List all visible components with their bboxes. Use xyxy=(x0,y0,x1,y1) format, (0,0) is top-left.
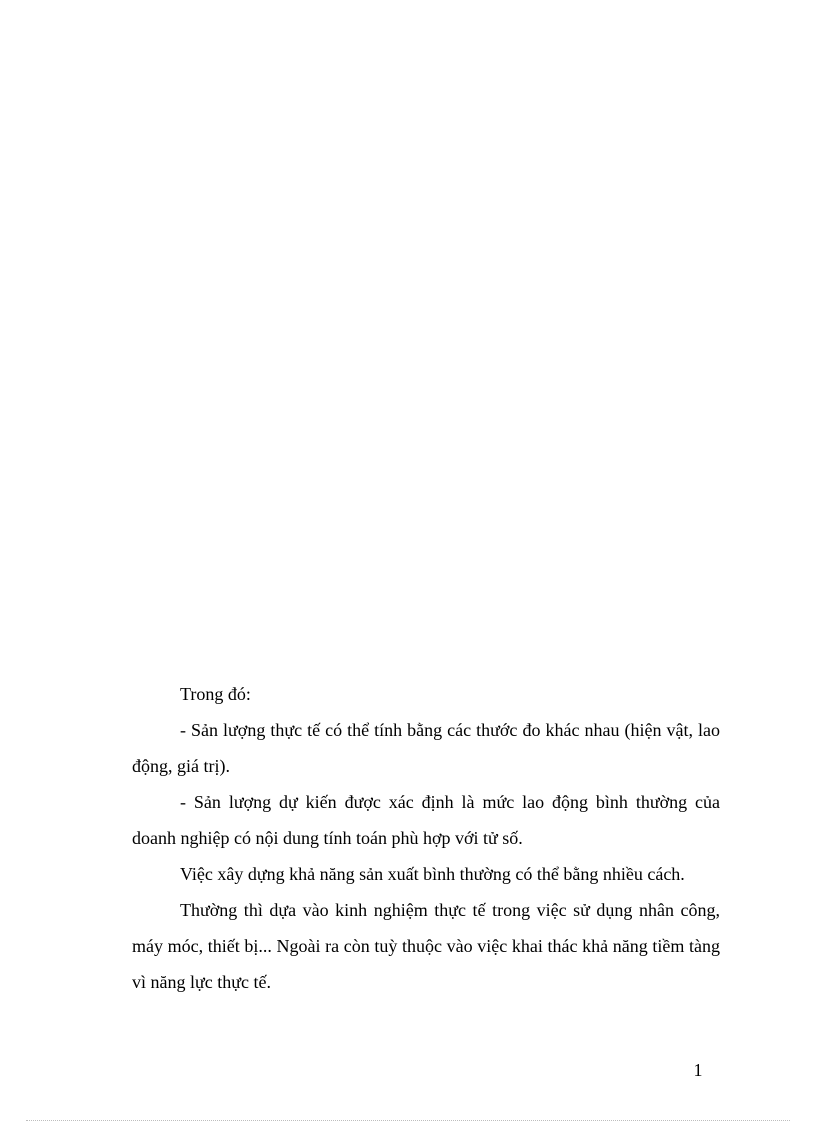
paragraph-capacity: Việc xây dựng khả năng sản xuất bình thường có thể bằng nhiều cách. xyxy=(180,864,685,884)
paragraph-actual-output: - Sản lượng thực tế có thể tính bằng các thước đo khác nhau (hiện vật, lao động, giá trị). xyxy=(132,720,720,776)
page-number: 1 xyxy=(693,1060,703,1080)
paragraph-expected-output: - Sản lượng dự kiến được xác định là mức lao động bình thường của doanh nghiệp có nội dung tính toán phù hợp với tử số. xyxy=(132,792,720,848)
paragraph-intro: Trong đó: xyxy=(180,684,251,704)
paragraph-experience: Thường thì dựa vào kinh nghiệm thực tế trong việc sử dụng nhân công, máy móc, thiết bị... Ngoài ra còn tuỳ thuộc vào việc khai thác khả năng tiềm tàng vì năng lực thực tế. xyxy=(132,900,720,992)
footer-divider xyxy=(26,1120,790,1121)
document-body xyxy=(132,676,720,1000)
